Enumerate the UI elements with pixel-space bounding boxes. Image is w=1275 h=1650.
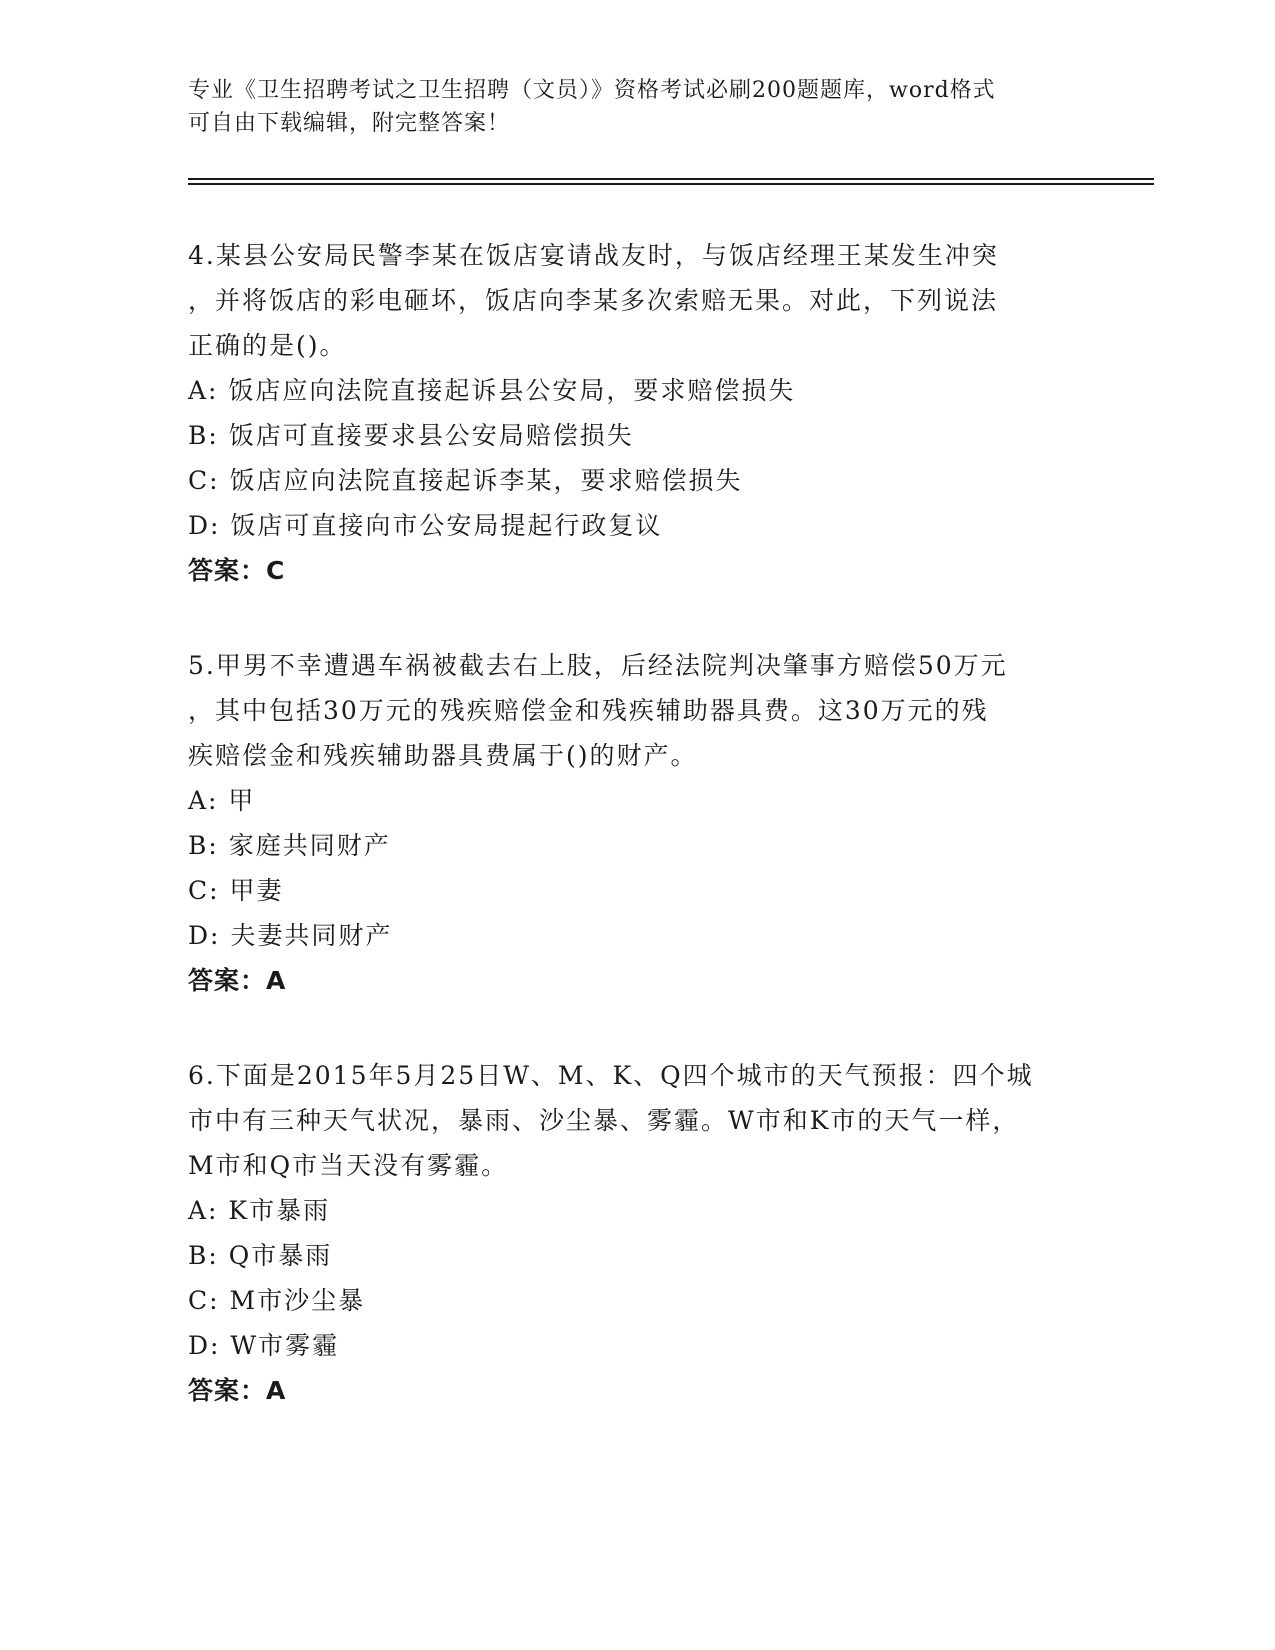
question-stem-line: 正确的是()。 <box>188 331 347 360</box>
question-stem-line: ，其中包括30万元的残疾赔偿金和残疾辅助器具费。这30万元的残 <box>188 696 989 725</box>
header-divider-bottom <box>188 183 1154 185</box>
answer: 答案：A <box>188 1376 287 1405</box>
question-stem-line: 6.下面是2015年5月25日W、M、K、Q四个城市的天气预报：四个城 <box>188 1061 1034 1090</box>
question-4 <box>188 233 1088 593</box>
option-c: C: M市沙尘暴 <box>188 1286 366 1315</box>
option-a: A: 甲 <box>188 786 256 815</box>
option-c: C: 甲妻 <box>188 876 284 905</box>
question-stem-line: M市和Q市当天没有雾霾。 <box>188 1151 509 1180</box>
question-5 <box>188 643 1088 1003</box>
option-c: C: 饭店应向法院直接起诉李某，要求赔偿损失 <box>188 466 743 495</box>
question-stem-line: ，并将饭店的彩电砸坏，饭店向李某多次索赔无果。对此，下列说法 <box>188 286 999 315</box>
option-a: A: K市暴雨 <box>188 1196 331 1225</box>
header-title-line-2: 可自由下载编辑，附完整答案！ <box>188 111 511 136</box>
question-6 <box>188 1053 1088 1413</box>
answer: 答案：A <box>188 966 287 995</box>
question-stem-line: 市中有三种天气状况，暴雨、沙尘暴、雾霾。W市和K市的天气一样， <box>188 1106 1020 1135</box>
option-b: B: 饭店可直接要求县公安局赔偿损失 <box>188 421 634 450</box>
option-b: B: Q市暴雨 <box>188 1241 333 1270</box>
header-title-line-1: 专业《卫生招聘考试之卫生招聘（文员）》资格考试必刷200题题库，word格式 <box>188 78 996 103</box>
document-header <box>188 74 1088 140</box>
option-b: B: 家庭共同财产 <box>188 831 391 860</box>
option-a: A: 饭店应向法院直接起诉县公安局，要求赔偿损失 <box>188 376 796 405</box>
option-d: D: 饭店可直接向市公安局提起行政复议 <box>188 511 663 540</box>
answer: 答案：C <box>188 556 286 585</box>
question-stem-line: 4.某县公安局民警李某在饭店宴请战友时，与饭店经理王某发生冲突 <box>188 241 999 270</box>
option-d: D: 夫妻共同财产 <box>188 921 393 950</box>
question-stem-line: 疾赔偿金和残疾辅助器具费属于()的财产。 <box>188 741 698 770</box>
option-d: D: W市雾霾 <box>188 1331 340 1360</box>
header-divider-top <box>188 178 1154 180</box>
question-stem-line: 5.甲男不幸遭遇车祸被截去右上肢，后经法院判决肇事方赔偿50万元 <box>188 651 1008 680</box>
